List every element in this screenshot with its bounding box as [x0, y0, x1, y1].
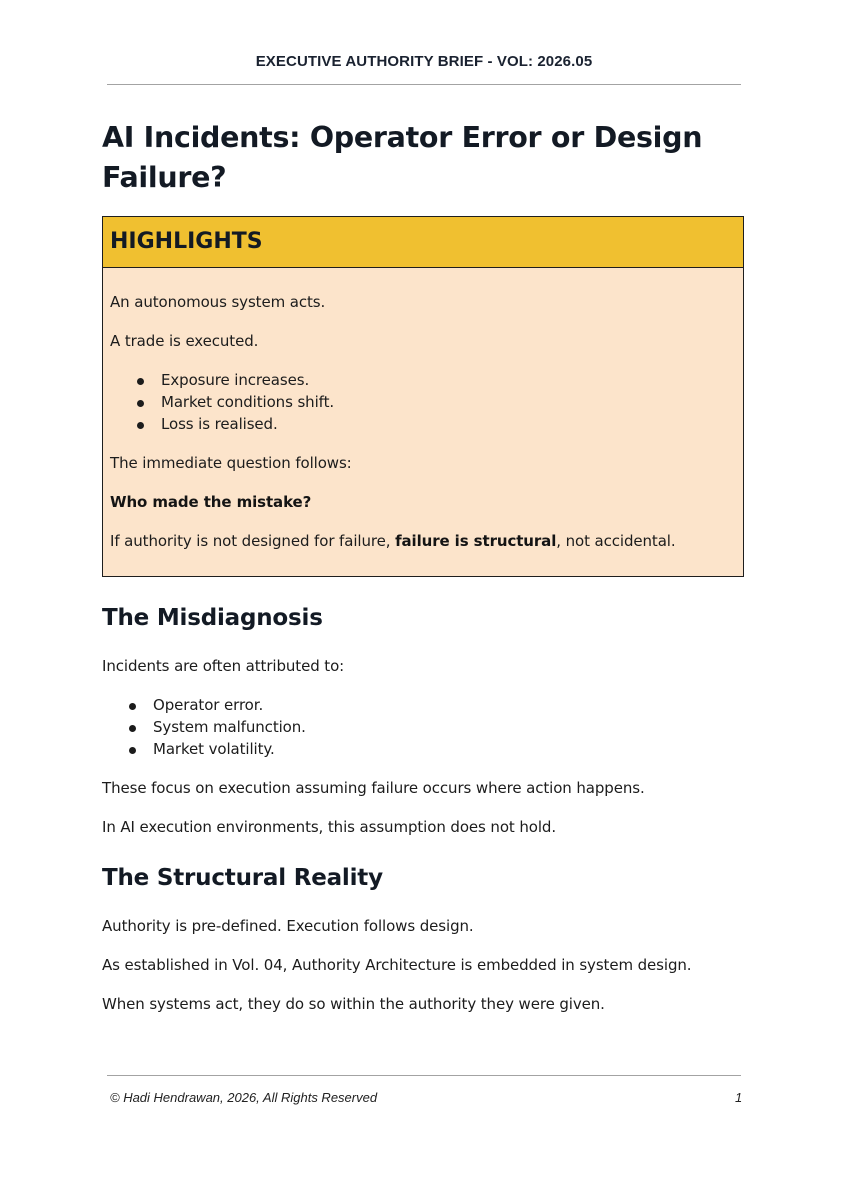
section-paragraph: As established in Vol. 04, Authority Architecture is embedded in system design. — [102, 956, 692, 974]
highlights-paragraph: A trade is executed. — [110, 332, 259, 350]
misdiagnosis-bullet-item: System malfunction. — [153, 718, 306, 736]
highlights-question — [110, 493, 311, 511]
bullet-dot — [129, 725, 136, 732]
section-paragraph: Authority is pre-defined. Execution follows design. — [102, 917, 474, 935]
bullet-dot — [137, 422, 144, 429]
bullet-dot — [137, 400, 144, 407]
header-divider — [107, 84, 741, 85]
bullet-dot — [129, 747, 136, 754]
highlights-paragraph: The immediate question follows: — [110, 454, 352, 472]
question-bold-text: Who made the mistake? — [110, 493, 312, 511]
section-paragraph: These focus on execution assuming failure occurs where action happens. — [102, 779, 645, 797]
misdiagnosis-bullet-item: Market volatility. — [153, 740, 275, 758]
footer-divider — [107, 1075, 741, 1076]
highlights-bullet-item: Loss is realised. — [161, 415, 278, 433]
section-heading-misdiagnosis: The Misdiagnosis — [102, 605, 323, 631]
closing-text-bold: failure is structural — [395, 532, 557, 550]
section-paragraph: In AI execution environments, this assumption does not hold. — [102, 818, 556, 836]
highlights-bullet-item: Market conditions shift. — [161, 393, 335, 411]
highlights-paragraph: An autonomous system acts. — [110, 293, 326, 311]
closing-text-end: , not accidental. — [556, 532, 676, 550]
footer-copyright: © Hadi Hendrawan, 2026, All Rights Reserved — [110, 1090, 378, 1105]
highlights-header — [103, 217, 743, 268]
highlights-closing — [110, 532, 676, 550]
highlights-bullet-item: Exposure increases. — [161, 371, 310, 389]
section-heading-structural-reality: The Structural Reality — [102, 865, 383, 891]
document-title: AI Incidents: Operator Error or Design Failure? — [102, 121, 703, 194]
misdiagnosis-bullet-item: Operator error. — [153, 696, 264, 714]
running-header: EXECUTIVE AUTHORITY BRIEF - VOL: 2026.05 — [255, 53, 593, 70]
highlights-heading: HIGHLIGHTS — [110, 229, 263, 254]
section-paragraph: When systems act, they do so within the authority they were given. — [102, 995, 605, 1013]
bullet-dot — [129, 703, 136, 710]
bullet-dot — [137, 378, 144, 385]
section-paragraph: Incidents are often attributed to: — [102, 657, 345, 675]
closing-text-start: If authority is not designed for failure, — [110, 532, 396, 550]
page-number: 1 — [735, 1090, 743, 1105]
